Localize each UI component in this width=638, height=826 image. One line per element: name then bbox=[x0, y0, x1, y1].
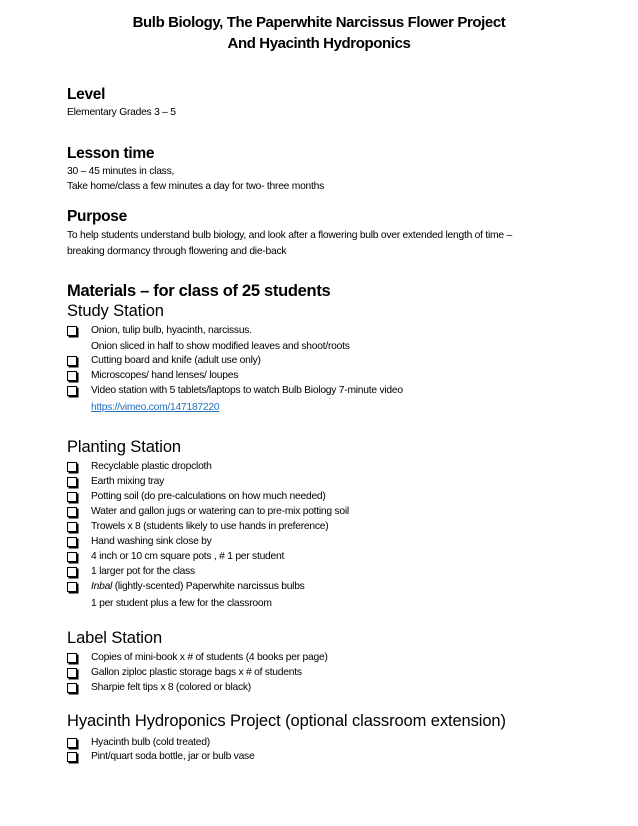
lesson-time-line-2: Take home/class a few minutes a day for two- three months bbox=[67, 181, 325, 192]
purpose-line-2: breaking dormancy through flowering and die-back bbox=[67, 246, 287, 257]
lesson-time-heading: Lesson time bbox=[67, 145, 155, 162]
document-title-line-2: And Hyacinth Hydroponics bbox=[227, 35, 411, 52]
checkbox-icon bbox=[67, 507, 77, 517]
planting-item-9-continuation: 1 per student plus a few for the classroom bbox=[91, 598, 272, 609]
planting-item-4: Water and gallon jugs or watering can to pre-mix potting soil bbox=[91, 506, 349, 517]
checkbox-icon bbox=[67, 668, 77, 678]
planting-item-8: 1 larger pot for the class bbox=[91, 566, 195, 577]
document-title-line-1: Bulb Biology, The Paperwhite Narcissus Flower Project bbox=[132, 14, 506, 31]
checkbox-icon bbox=[67, 386, 77, 396]
checkbox-icon bbox=[67, 683, 77, 693]
purpose-line-1: To help students understand bulb biology, and look after a flowering bulb over extended length of time – bbox=[67, 230, 512, 241]
study-item-2: Cutting board and knife (adult use only) bbox=[91, 355, 261, 366]
planting-item-9 bbox=[91, 580, 305, 593]
materials-heading: Materials – for class of 25 students bbox=[67, 282, 331, 300]
hyacinth-item-1: Hyacinth bulb (cold treated) bbox=[91, 737, 210, 748]
planting-item-1: Recyclable plastic dropcloth bbox=[91, 461, 212, 472]
label-station-heading: Label Station bbox=[67, 629, 163, 647]
checkbox-icon bbox=[67, 567, 77, 577]
planting-item-3: Potting soil (do pre-calculations on how much needed) bbox=[91, 491, 326, 502]
label-item-3: Sharpie felt tips x 8 (colored or black) bbox=[91, 682, 251, 693]
planting-station-heading: Planting Station bbox=[67, 438, 181, 456]
purpose-heading: Purpose bbox=[67, 208, 127, 225]
planting-item-5: Trowels x 8 (students likely to use hands in preference) bbox=[91, 521, 329, 532]
planting-item-9-rest: (lightly-scented) Paperwhite narcissus bulbs bbox=[112, 581, 305, 592]
checkbox-icon bbox=[67, 462, 77, 472]
study-item-4: Video station with 5 tablets/laptops to watch Bulb Biology 7-minute video bbox=[91, 385, 403, 396]
study-item-3: Microscopes/ hand lenses/ loupes bbox=[91, 370, 239, 381]
checkbox-icon bbox=[67, 356, 77, 366]
checkbox-icon bbox=[67, 371, 77, 381]
bulb-variety-name: Inbal bbox=[91, 581, 113, 592]
lesson-time-line-1: 30 – 45 minutes in class, bbox=[67, 166, 175, 177]
planting-item-7: 4 inch or 10 cm square pots , # 1 per student bbox=[91, 551, 285, 562]
hyacinth-item-2: Pint/quart soda bottle, jar or bulb vase bbox=[91, 751, 255, 762]
study-item-1-continuation: Onion sliced in half to show modified leaves and shoot/roots bbox=[91, 341, 350, 352]
level-text: Elementary Grades 3 – 5 bbox=[67, 107, 176, 118]
checkbox-icon bbox=[67, 522, 77, 532]
study-item-1: Onion, tulip bulb, hyacinth, narcissus. bbox=[91, 325, 252, 336]
checkbox-icon bbox=[67, 738, 77, 748]
checkbox-icon bbox=[67, 653, 77, 663]
checkbox-icon bbox=[67, 537, 77, 547]
planting-item-6: Hand washing sink close by bbox=[91, 536, 212, 547]
label-item-2: Gallon ziploc plastic storage bags x # of students bbox=[91, 667, 302, 678]
label-item-1: Copies of mini-book x # of students (4 books per page) bbox=[91, 652, 328, 663]
video-link[interactable]: https://vimeo.com/147187220 bbox=[91, 402, 220, 413]
level-heading: Level bbox=[67, 86, 106, 103]
checkbox-icon bbox=[67, 326, 77, 336]
checkbox-icon bbox=[67, 752, 77, 762]
study-station-heading: Study Station bbox=[67, 302, 164, 320]
checkbox-icon bbox=[67, 552, 77, 562]
hyacinth-project-heading: Hyacinth Hydroponics Project (optional classroom extension) bbox=[67, 712, 506, 730]
checkbox-icon bbox=[67, 492, 77, 502]
checkbox-icon bbox=[67, 477, 77, 487]
checkbox-icon bbox=[67, 582, 77, 592]
planting-item-2: Earth mixing tray bbox=[91, 476, 165, 487]
